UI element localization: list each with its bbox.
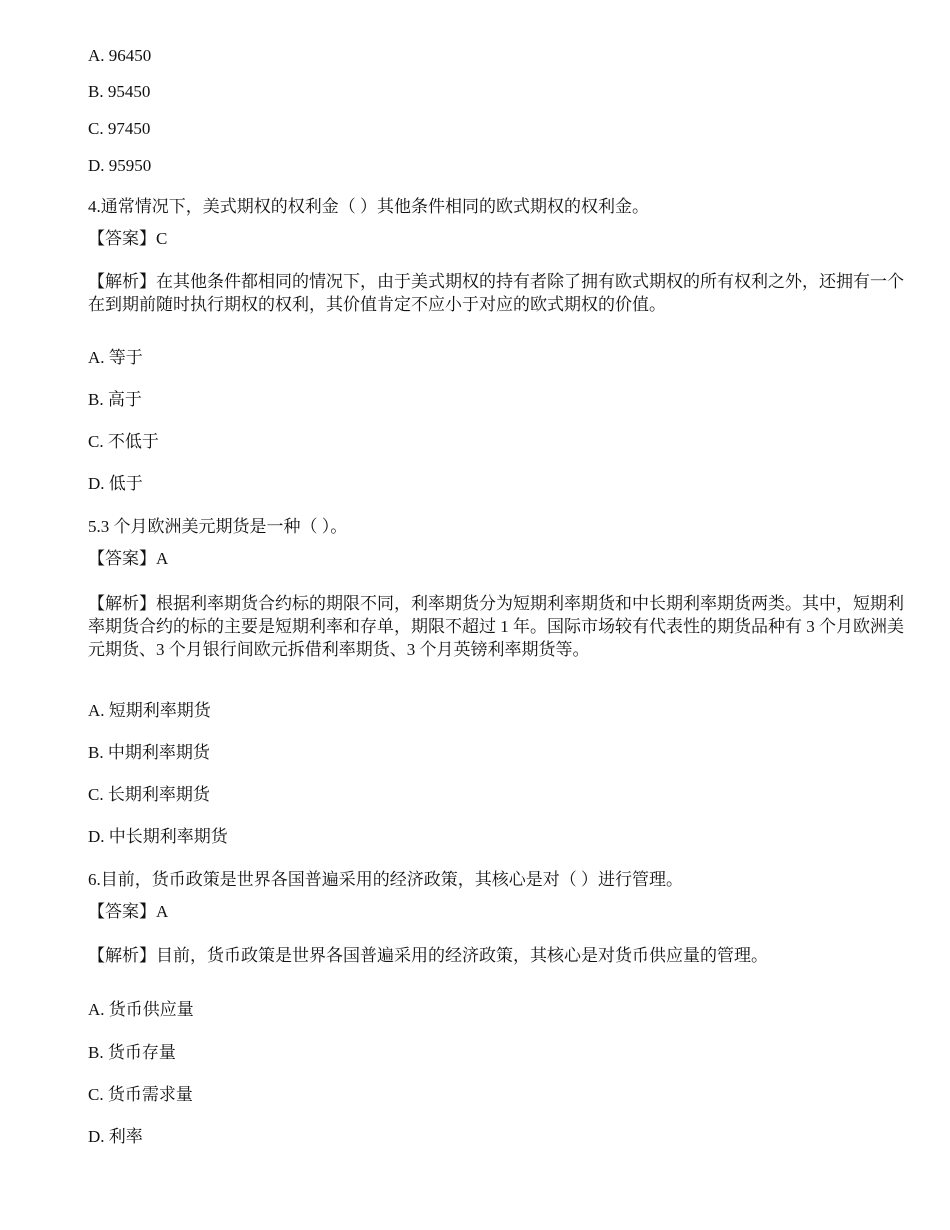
q6-option-c: C. 货币需求量 [88, 1085, 193, 1104]
q3-option-c: C. 97450 [88, 119, 151, 138]
q4-option-b: B. 高于 [88, 390, 142, 409]
q5-answer: 【答案】A [88, 549, 169, 568]
q6-option-a: A. 货币供应量 [88, 1000, 194, 1019]
q4-option-a: A. 等于 [88, 348, 143, 367]
q5-option-b: B. 中期利率期货 [88, 743, 210, 762]
q5-option-d: D. 中长期利率期货 [88, 827, 228, 846]
q5-option-c: C. 长期利率期货 [88, 785, 210, 804]
q4-analysis: 【解析】在其他条件都相同的情况下，由于美式期权的持有者除了拥有欧式期权的所有权利之外，还拥有一个在到期前随时执行期权的权利，其价值肯定不应小于对应的欧式期权的价值。 [88, 272, 904, 314]
q5-option-a: A. 短期利率期货 [88, 701, 211, 720]
q4-answer: 【答案】C [88, 229, 168, 248]
q3-option-d: D. 95950 [88, 156, 152, 175]
q6-question: 6.目前，货币政策是世界各国普遍采用的经济政策，其核心是对（ ）进行管理。 [88, 870, 683, 889]
q4-option-d: D. 低于 [88, 474, 143, 493]
q5-analysis: 【解析】根据利率期货合约标的期限不同，利率期货分为短期利率期货和中长期利率期货两类。其中，短期利率期货合约的标的主要是短期利率和存单，期限不超过 1 年。国际市场较有代表性的期货品种有 3 个月欧洲美元期货、3 个月银行间欧元拆借利率期货、3 个月英镑利率期货等。 [88, 594, 904, 659]
q4-option-c: C. 不低于 [88, 432, 159, 451]
q6-option-b: B. 货币存量 [88, 1043, 176, 1062]
q4-question: 4.通常情况下，美式期权的权利金（ ）其他条件相同的欧式期权的权利金。 [88, 197, 649, 216]
q6-option-d: D. 利率 [88, 1127, 143, 1146]
q6-answer: 【答案】A [88, 902, 169, 921]
q5-question: 5.3 个月欧洲美元期货是一种（ ）。 [88, 517, 348, 536]
q3-option-a: A. 96450 [88, 46, 152, 65]
q6-analysis: 【解析】目前，货币政策是世界各国普遍采用的经济政策，其核心是对货币供应量的管理。 [88, 946, 768, 965]
q3-option-b: B. 95450 [88, 82, 151, 101]
